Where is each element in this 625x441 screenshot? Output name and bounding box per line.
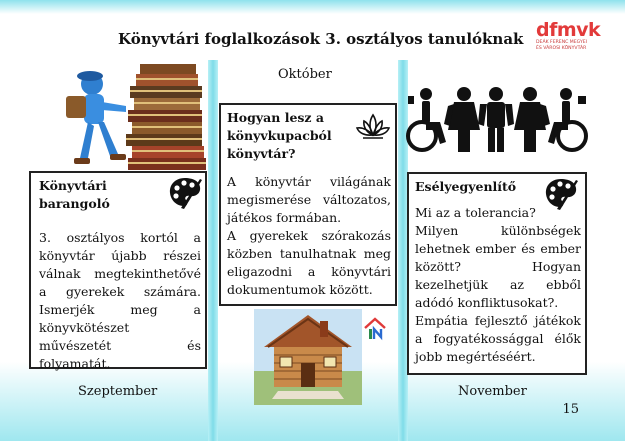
logo-caption-line2: ÉS VÁROSI KÖNYVTÁR — [536, 45, 587, 51]
november-description-1: Mi az a tolerancia? — [415, 205, 536, 220]
november-description-2: Milyen különbségek lehetnek ember és ember között? Hogyan kezelhetjük az ebből adódó konfliktusokat?. — [415, 223, 581, 310]
october-description-2: A gyerekek szórakozás közben tanulhatnak meg eligazodni a könyvtári dokumentumok között. — [227, 228, 391, 297]
october-card — [219, 103, 397, 306]
lotus-icon — [355, 111, 391, 141]
book-house-illustration — [254, 309, 362, 405]
standing-person-2 — [478, 87, 514, 152]
october-heading: Hogyan lesz a könyvkupacból könyvtár? — [227, 110, 332, 161]
column-divider-left — [208, 60, 218, 441]
book-stack — [126, 64, 206, 170]
library-logo — [536, 20, 616, 51]
month-october: Október — [278, 67, 332, 82]
page-title: Könyvtári foglalkozások 3. osztályos tanulóknak — [118, 30, 524, 48]
september-card — [29, 171, 207, 369]
month-november: November — [458, 384, 527, 399]
palette-icon — [167, 175, 203, 209]
september-heading: Könyvtári barangoló — [39, 178, 110, 211]
november-card — [407, 172, 587, 375]
page-number: 15 — [562, 402, 579, 417]
people-accessibility-illustration — [402, 86, 594, 154]
october-description-1: A könyvtár világának megismerése változatos, játékos formában. — [227, 174, 391, 225]
month-september: Szeptember — [78, 384, 158, 399]
books-illustration — [58, 60, 208, 172]
standing-person-1 — [444, 87, 480, 152]
library-house-icon — [362, 316, 388, 342]
wheelchair-person-left — [408, 88, 446, 150]
logo-mark: dfmvk — [536, 19, 601, 41]
wheelchair-person-right — [548, 88, 586, 150]
pushing-figure — [66, 71, 126, 164]
top-gradient-band — [0, 0, 625, 14]
september-description: 3. osztályos kortól a könyvtár újabb részei válnak megtekinthetővé a gyerekek számára. Ismerjék meg a könyvkötészet művészetét és folyamatát. — [39, 230, 201, 371]
november-heading: Esélyegyenlítő — [415, 179, 517, 194]
november-description-3: Empátia fejlesztő játékok a fogyatékossággal élők jobb megértéséért. — [415, 313, 581, 364]
standing-person-3 — [514, 87, 550, 152]
logo-caption-line1: DEÁK FERENC MEGYEI — [536, 40, 588, 45]
